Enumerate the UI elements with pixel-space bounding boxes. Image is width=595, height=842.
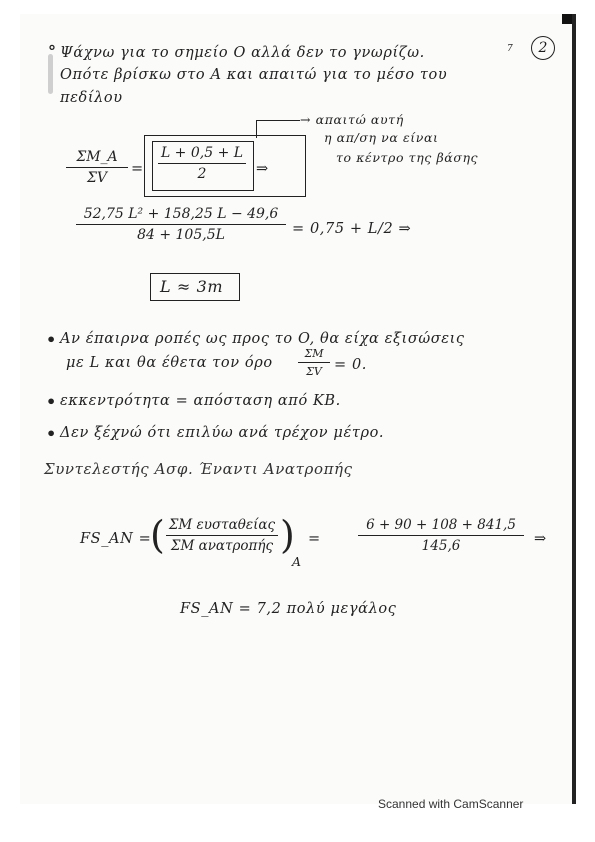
fs-equals: =	[308, 531, 321, 547]
bullet2-tail: = 0.	[334, 357, 367, 373]
bullet2-line1: Αν έπαιρνα ροπές ως προς το O, θα είχα εξισώσεις	[60, 331, 465, 347]
fs-inner-numerator: ΣM ευσταθείας	[168, 517, 276, 533]
eq1-rhs-fraction	[158, 145, 246, 182]
eq1-equals: =	[131, 161, 144, 177]
eq1-lhs-fraction	[66, 149, 128, 186]
page-number: 2	[531, 36, 555, 60]
bullet-dot: °	[48, 42, 56, 61]
fraction-bar	[158, 163, 246, 164]
bullet2-frac-numerator: ΣM	[304, 347, 324, 360]
fs-left-paren: (	[150, 513, 166, 557]
eq2-fraction	[76, 206, 286, 243]
corner-mark	[562, 14, 572, 24]
result-value: L ≈ 3m	[160, 277, 224, 296]
eq1-rhs-numerator: L + 0,5 + L	[160, 145, 244, 161]
fs-right-paren: )	[280, 513, 296, 557]
fs-result: FS_AN = 7,2 πολύ μεγάλος	[180, 601, 397, 617]
fs-lhs: FS_AN =	[80, 531, 152, 547]
eq1-implies: ⇒	[256, 161, 269, 177]
bullet-dot: •	[46, 330, 57, 349]
eq1-lhs-denominator: ΣV	[86, 170, 107, 186]
bullet4-text: Δεν ξέχνώ ότι επιλύω ανά τρέχον μέτρο.	[60, 425, 385, 441]
fraction-bar	[66, 167, 128, 168]
fraction-bar	[166, 535, 278, 536]
eq1-note-line3: το κέντρο της βάσης	[336, 150, 479, 165]
bullet-dot: •	[46, 424, 57, 443]
annotation-arrow-stem	[256, 120, 257, 138]
fs-value-denominator: 145,6	[421, 538, 461, 554]
bullet3-text: εκκεντρότητα = απόσταση από KB.	[60, 393, 341, 409]
fraction-bar	[76, 224, 286, 225]
fs-subscript: A	[292, 554, 302, 569]
bullet2-line2: με L και θα έθετα τον όρο	[66, 355, 273, 371]
eq1-note-line2: η απ/ση να είναι	[324, 130, 439, 145]
eq2-denominator: 84 + 105,5L	[137, 227, 225, 243]
fraction-bar	[358, 535, 524, 536]
scanner-watermark: Scanned with CamScanner	[378, 797, 524, 811]
eq2-numerator: 52,75 L² + 158,25 L − 49,6	[83, 206, 279, 222]
bullet1-line2: Οπότε βρίσκω στο A και απαιτώ για το μέσο του	[60, 67, 448, 83]
fs-implies: ⇒	[534, 531, 547, 547]
bullet2-fraction	[298, 347, 330, 378]
eq1-rhs-denominator: 2	[197, 166, 207, 182]
scanned-page	[20, 14, 576, 804]
fs-value-fraction	[358, 517, 524, 554]
eq1-lhs-numerator: ΣM_A	[76, 149, 118, 165]
eq1-note-line1: → απαιτώ αυτή	[300, 112, 404, 127]
fs-inner-fraction	[166, 517, 278, 554]
annotation-arrow-line	[256, 120, 300, 121]
fs-inner-denominator: ΣM ανατροπής	[170, 538, 274, 554]
bullet1-line3: πεδίλου	[60, 90, 123, 106]
section-heading: Συντελεστής Ασφ. Έναντι Ανατροπής	[44, 460, 353, 478]
bullet-dot: •	[46, 392, 57, 411]
fraction-bar	[298, 362, 330, 363]
bullet1-line1: Ψάχνω για το σημείο O αλλά δεν το γνωρίζω.	[60, 45, 425, 61]
bullet2-frac-denominator: ΣV	[306, 365, 322, 378]
top-right-small-number: 7	[507, 44, 514, 54]
fs-value-numerator: 6 + 90 + 108 + 841,5	[366, 517, 516, 533]
eq2-rhs: = 0,75 + L/2 ⇒	[292, 221, 412, 237]
